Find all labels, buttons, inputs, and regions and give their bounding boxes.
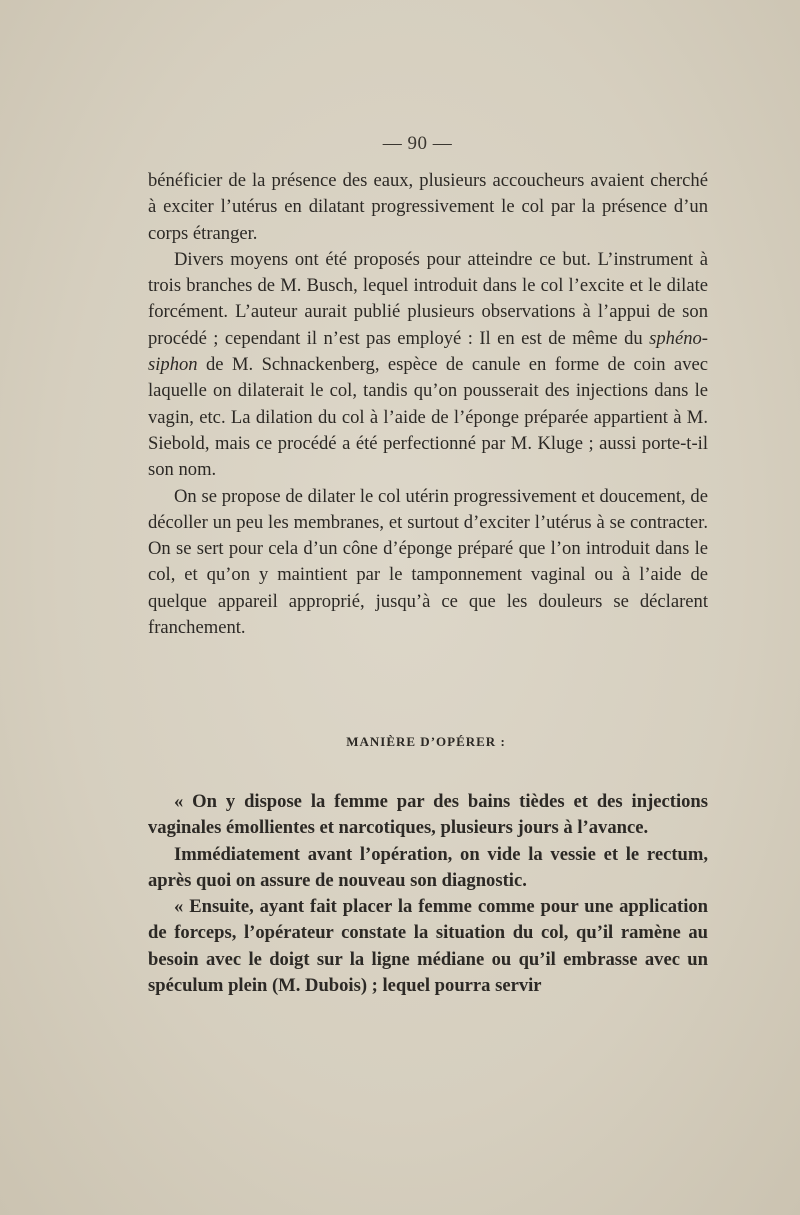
paragraph-3: On se propose de dilater le col utérin progressivement et doucement, de décoller un peu les membranes, et surtout d’exciter l’utérus à se contracter. On se sert pour cela d’un cône d’éponge préparé que l’on introduit dans le col, et qu’on y maintient par le tamponnement vaginal ou à l’aide de quelque appareil approprié, jusqu’à ce que les douleurs se déclarent franchement.	[148, 485, 708, 639]
page-number: — 90 —	[382, 133, 453, 154]
paragraph-5: Immédiatement avant l’opération, on vide la vessie et le rectum, après quoi on assure de nouveau son diagnostic.	[148, 843, 708, 891]
body-text-block	[148, 168, 708, 641]
paragraph-6: « Ensuite, ayant fait placer la femme comme pour une application de forceps, l’opérateur constate la situation du col, qu’il ramène au besoin avec le doigt sur la ligne médiane ou qu’il embrasse avec un spéculum plein (M. Dubois) ; lequel pourra servir	[148, 896, 708, 997]
section-heading: MANIÈRE D’OPÉRER :	[346, 734, 506, 749]
body-text-block-2	[148, 789, 708, 999]
paragraph-2-text-b: de M. Schnackenberg, espèce de canule en forme de coin avec laquelle on dilaterait le col, tandis qu’on pousserait des injections dans le vagin, etc. La dilation du col à l’aide de l’éponge préparée appartient à M. Siebold, mais ce procédé a été perfectionné par M. Kluge ; aussi porte-t-il son nom.	[148, 354, 708, 481]
paragraph-4: « On y dispose la femme par des bains tièdes et des injections vaginales émollientes et narcotiques, plusieurs jours à l’avance.	[148, 791, 708, 839]
paragraph-2-italic-term: sphéno-siphon	[148, 327, 708, 376]
paragraph-2-text-a: Divers moyens ont été proposés pour atteindre ce but. L’instrument à trois branches de M. Busch, lequel introduit dans le col l’excite et le dilate forcément. L’auteur aurait publié plusieurs observations à l’appui de son procédé ; cependant il n’est pas employé : Il en est de même du	[148, 248, 708, 349]
paragraph-1: bénéficier de la présence des eaux, plusieurs accoucheurs avaient cherché à exciter l’utérus en dilatant progressivement le col par la présence d’un corps étranger.	[148, 170, 708, 244]
paragraph-2	[148, 247, 708, 484]
